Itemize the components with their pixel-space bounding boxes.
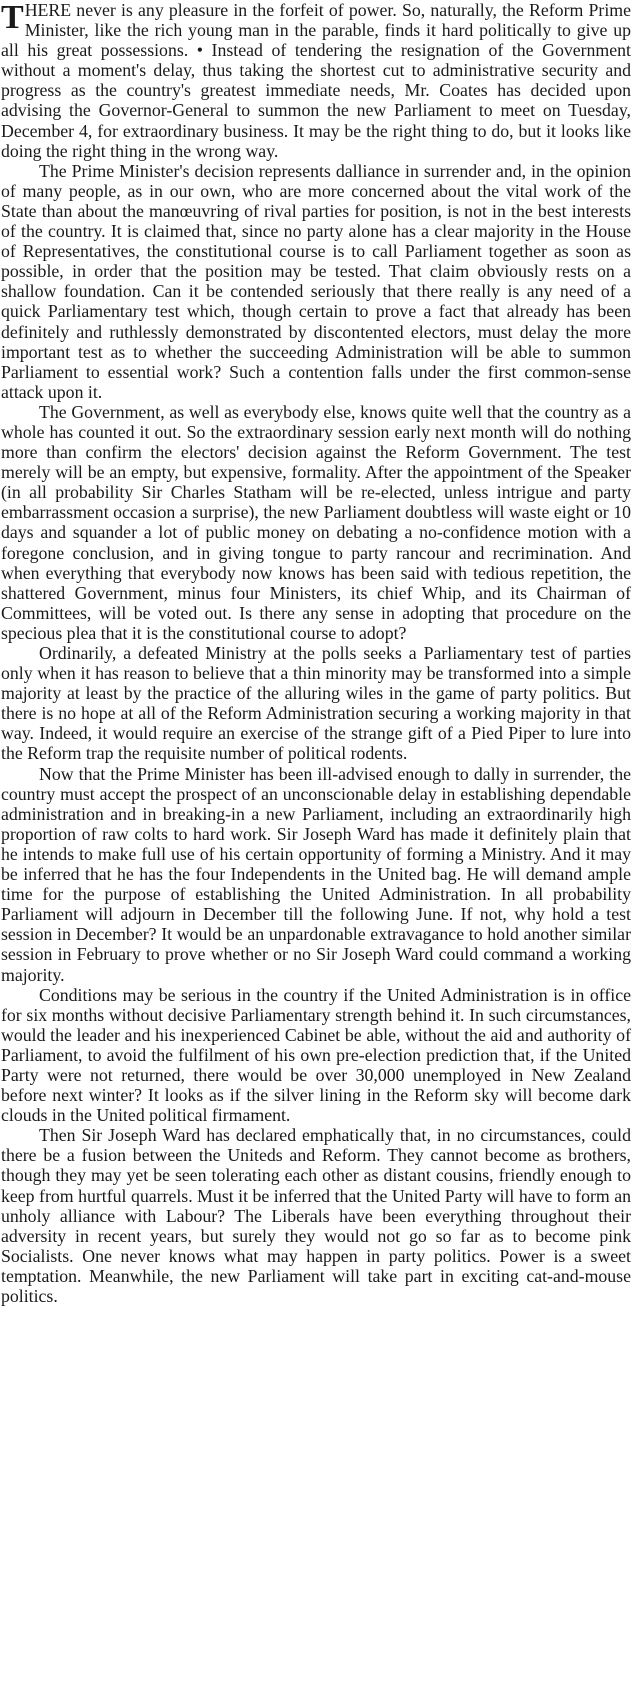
article-paragraph-7: Then Sir Joseph Ward has declared emphatically that, in no circumstances, could there be a fusion between the Uniteds and Reform. They cannot become as brothers, though they may yet be seen tolerating each other as distant cousins, friendly enough to keep from hurtful quarrels. Must it be inferred that the United Party will have to form an unholy alliance with Labour? The Liberals have been everything throughout their adversity in recent years, but surely they would not go so far as to become pink Socialists. One never knows what may happen in party politics. Power is a sweet temptation. Meanwhile, the new Parliament will take part in exciting cat-and-mouse politics.: [1, 1125, 631, 1306]
article-body: [1, 0, 631, 1306]
article-paragraph-3: The Government, as well as everybody else, knows quite well that the country as a whole has counted it out. So the extraordinary session early next month will do nothing more than confirm the electors' decision against the Reform Government. The test merely will be an empty, but expensive, formality. After the appointment of the Speaker (in all probability Sir Charles Statham will be re-elected, unless intrigue and party embarrassment occasion a surprise), the new Parliament doubtless will waste eight or 10 days and squander a lot of public money on debating a no-confidence motion with a foregone conclusion, and in giving tongue to party rancour and recrimination. And when everything that everybody now knows has been said with tedious repetition, the shattered Government, minus four Ministers, its chief Whip, and its Chairman of Committees, will be voted out. Is there any sense in adopting that procedure on the specious plea that it is the constitutional course to adopt?: [1, 401, 631, 643]
paragraph-text: HERE never is any pleasure in the forfeit of power. So, naturally, the Reform Prime Minister, like the rich young man in the parable, finds it hard politically to give up all his great possessions. • Instead of tendering the resignation of the Government without a moment's delay, thus taking the shortest cut to administrative security and progress as the country's greatest immediate needs, Mr. Coates has decided upon advising the Governor-General to summon the new Parliament to meet on Tuesday, December 4, for extraordinary business. It may be the right thing to do, but it looks like doing the right thing in the wrong way.: [1, 0, 631, 161]
drop-cap: T: [1, 0, 24, 36]
article-paragraph-2: The Prime Minister's decision represents dalliance in surrender and, in the opinion of many people, as in our own, who are more concerned about the vital work of the State than about the manœuvring of rival parties for position, is not in the best interests of the country. It is claimed that, since no party alone has a clear majority in the House of Representatives, the constitutional course is to call Parliament together as soon as possible, in order that the position may be tested. That claim obviously rests on a shallow foundation. Can it be contended seriously that there really is any need of a quick Parliamentary test which, though certain to prove a fact that already has been definitely and ruthlessly demonstrated by discontented electors, must delay the more important test as to whether the succeeding Administration will be able to summon Parliament to essential work? Such a contention falls under the first common-sense attack upon it.: [1, 160, 631, 402]
article-paragraph-1: [1, 0, 631, 161]
article-paragraph-5: Now that the Prime Minister has been ill-advised enough to dally in surrender, the country must accept the prospect of an unconscionable delay in establishing dependable administration and in breaking-in a new Parliament, including an extraordinarily high proportion of raw colts to hard work. Sir Joseph Ward has made it definitely plain that he intends to make full use of his certain opportunity of forming a Ministry. And it may be inferred that he has the four Independents in the United bag. He will demand ample time for the purpose of establishing the United Administration. In all probability Parliament will adjourn in December till the following June. If not, why hold a test session in December? It would be an unpardonable extravagance to hold another similar session in February to prove whether or no Sir Joseph Ward could command a working majority.: [1, 763, 631, 985]
article-paragraph-6: Conditions may be serious in the country if the United Administration is in office for six months without decisive Parliamentary strength behind it. In such circumstances, would the leader and his inexperienced Cabinet be able, without the aid and authority of Parliament, to avoid the fulfilment of his own pre-election prediction that, if the United Party were not returned, there would be over 30,000 unemployed in New Zealand before next winter? It looks as if the silver lining in the Reform sky will become dark clouds in the United political firmament.: [1, 984, 631, 1126]
article-paragraph-4: Ordinarily, a defeated Ministry at the polls seeks a Parliamentary test of parties only when it has reason to believe that a thin minority may be transformed into a simple majority at least by the practice of the alluring wiles in the game of party politics. But there is no hope at all of the Reform Administration securing a working majority in that way. Indeed, it would require an exercise of the strange gift of a Pied Piper to lure into the Reform trap the requisite number of political rodents.: [1, 643, 631, 764]
